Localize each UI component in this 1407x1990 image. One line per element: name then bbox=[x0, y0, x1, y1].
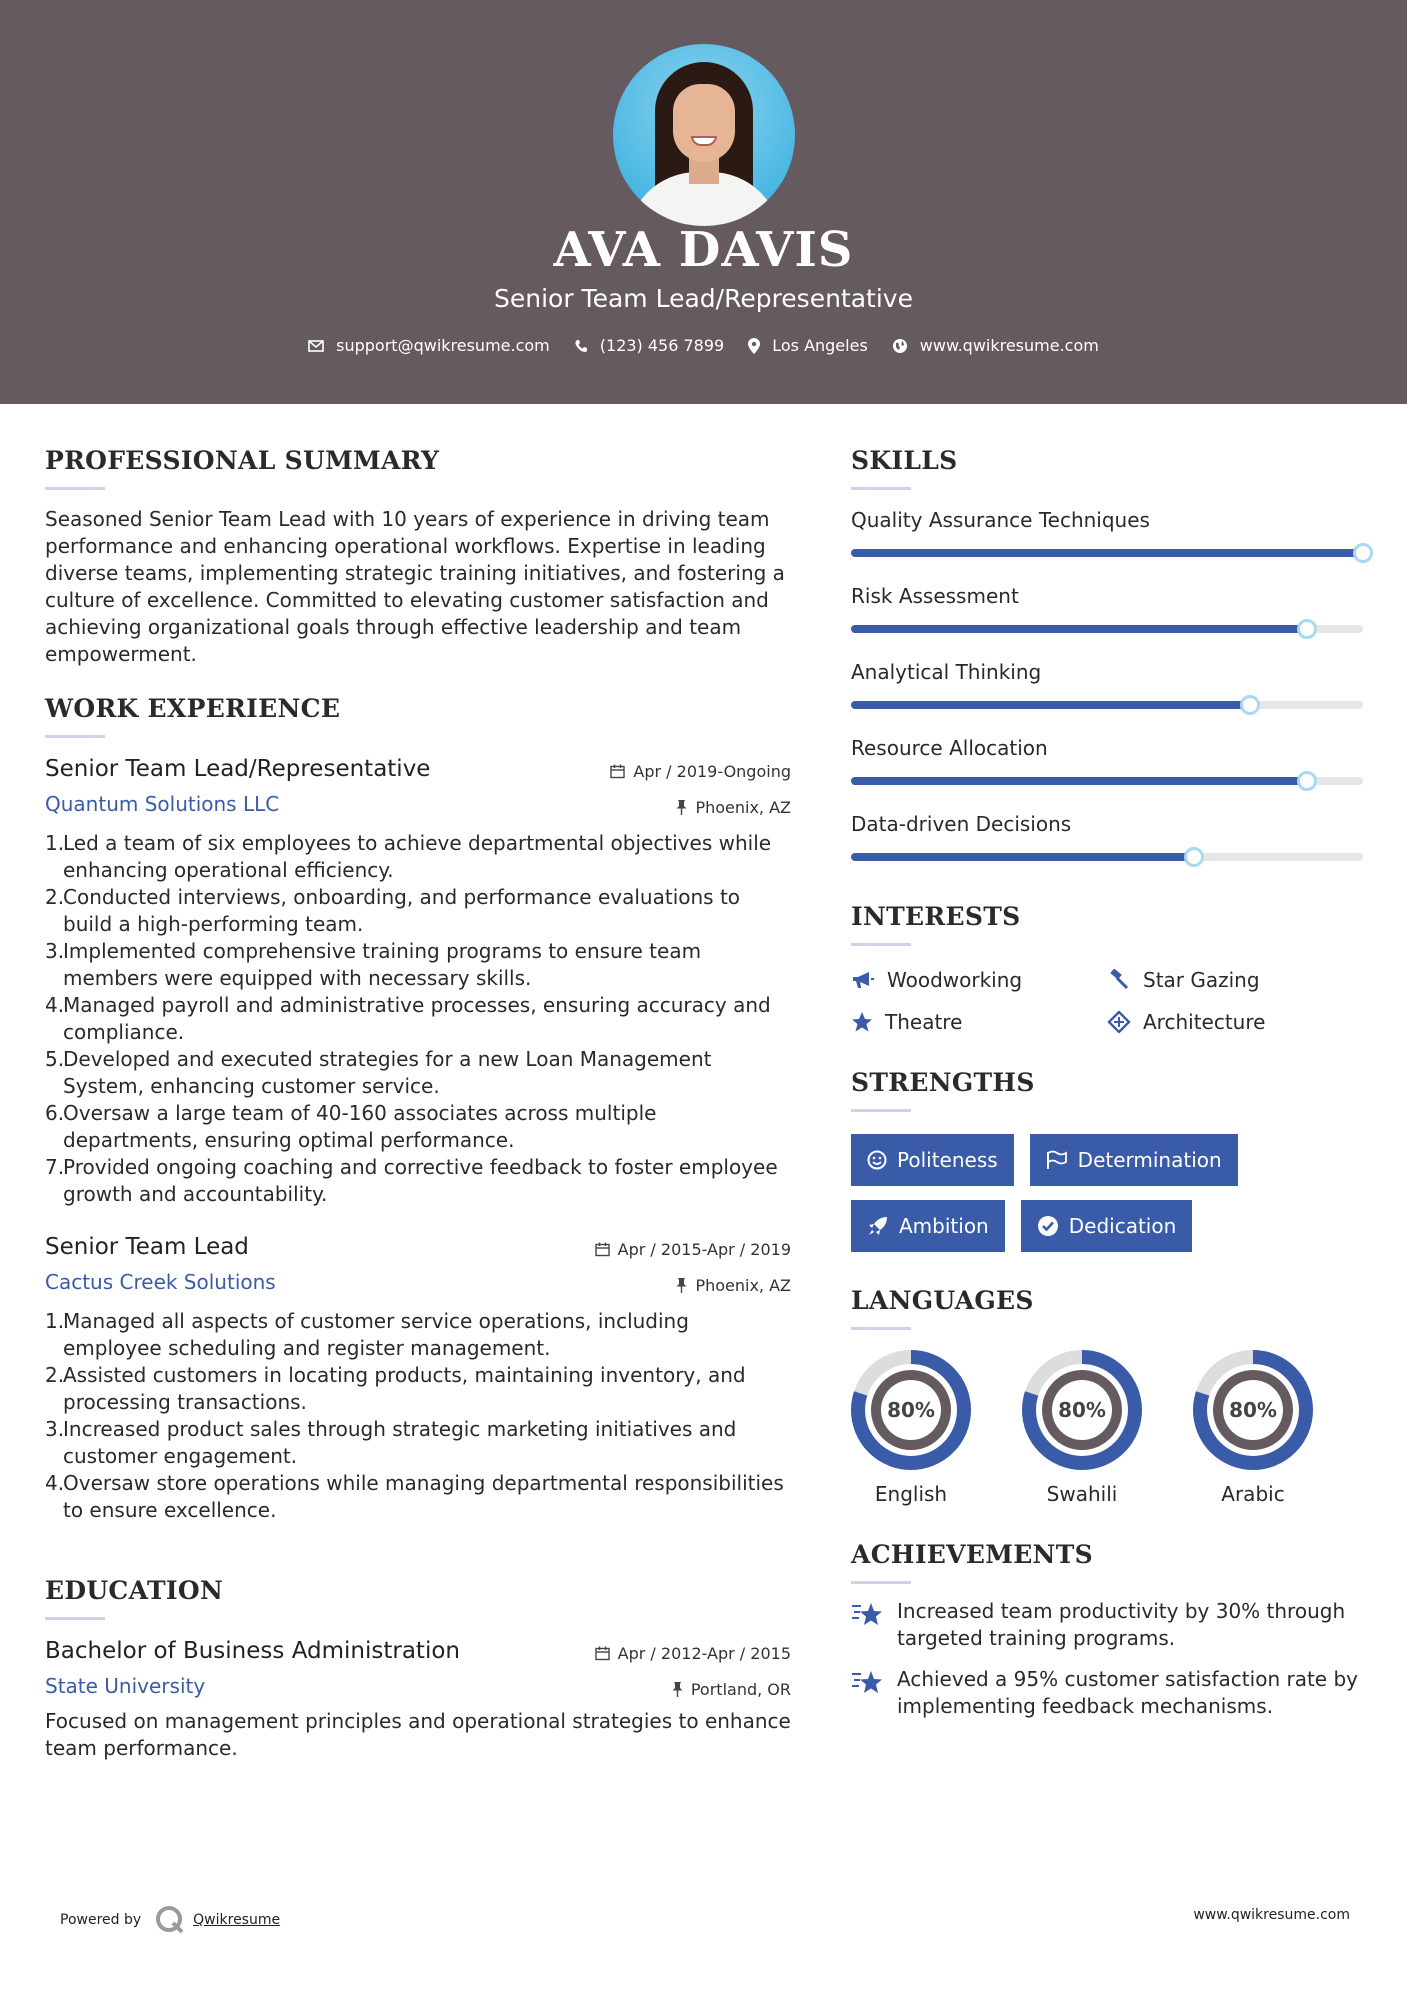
profile-photo bbox=[613, 44, 795, 226]
contact-phone[interactable] bbox=[574, 336, 724, 355]
achievements-heading: ACHIEVEMENTS bbox=[851, 1540, 1093, 1569]
resume-header bbox=[0, 0, 1407, 404]
skill-name: Risk Assessment bbox=[851, 584, 1019, 608]
section-divider bbox=[851, 1327, 911, 1330]
list-item: 1. Managed all aspects of customer service operations, including employee scheduling and register management. bbox=[45, 1309, 689, 1360]
page-footer bbox=[60, 1895, 1350, 1935]
job-date-text: Apr / 2019-Ongoing bbox=[633, 762, 791, 781]
megaphone-icon bbox=[851, 970, 875, 990]
skill-name: Quality Assurance Techniques bbox=[851, 508, 1150, 532]
pushpin-icon bbox=[676, 1278, 687, 1293]
job-location-text: Phoenix, AZ bbox=[695, 798, 791, 817]
skill-fill bbox=[851, 777, 1307, 785]
skill-knob bbox=[1297, 619, 1317, 639]
education-location-text: Portland, OR bbox=[690, 1680, 791, 1699]
list-item: 2. Assisted customers in locating products, maintaining inventory, and processing transactions. bbox=[45, 1363, 746, 1414]
brand-link[interactable]: Qwikresume bbox=[193, 1912, 281, 1928]
skills-list bbox=[851, 508, 1366, 888]
language-name: English bbox=[874, 1482, 948, 1506]
contact-website[interactable] bbox=[892, 336, 1099, 355]
right-column bbox=[851, 446, 1366, 1720]
achievement-item bbox=[851, 1598, 1366, 1652]
job-bullets bbox=[45, 830, 791, 1208]
job-entry-2 bbox=[45, 1234, 791, 1524]
interest-item bbox=[851, 1010, 1107, 1034]
language-item bbox=[1193, 1350, 1313, 1506]
skill-item bbox=[851, 584, 1366, 660]
globe-icon bbox=[892, 338, 908, 354]
section-divider bbox=[851, 1109, 911, 1112]
calendar-icon bbox=[610, 764, 625, 779]
strength-label: Politeness bbox=[897, 1148, 998, 1172]
language-item bbox=[1022, 1350, 1142, 1506]
pushpin-icon bbox=[676, 800, 687, 815]
skill-item bbox=[851, 812, 1366, 888]
smile-icon bbox=[867, 1150, 887, 1170]
job-location bbox=[676, 1276, 791, 1295]
language-item bbox=[851, 1350, 971, 1506]
candidate-title: Senior Team Lead/Representative bbox=[494, 284, 913, 313]
strength-label: Ambition bbox=[899, 1214, 989, 1238]
strength-badge bbox=[1030, 1134, 1238, 1186]
list-item: 5. Developed and executed strategies for a new Loan Management System, enhancing customer service. bbox=[45, 1047, 712, 1098]
list-item: 6. Oversaw a large team of 40-160 associates across multiple departments, ensuring optimal performance. bbox=[45, 1101, 657, 1152]
check-circle-icon bbox=[1037, 1215, 1059, 1237]
rocket-icon bbox=[867, 1215, 889, 1237]
strength-badge bbox=[851, 1200, 1005, 1252]
language-donut bbox=[851, 1350, 971, 1470]
skill-item bbox=[851, 660, 1366, 736]
skill-fill bbox=[851, 701, 1250, 709]
interest-label: Star Gazing bbox=[1143, 968, 1260, 992]
envelope-icon bbox=[308, 339, 324, 353]
skill-knob bbox=[1353, 543, 1373, 563]
education-date-text: Apr / 2012-Apr / 2015 bbox=[617, 1644, 791, 1663]
contact-email[interactable] bbox=[308, 336, 550, 355]
job-location-text: Phoenix, AZ bbox=[695, 1276, 791, 1295]
skill-item bbox=[851, 736, 1366, 812]
section-divider bbox=[45, 1617, 105, 1620]
skill-knob bbox=[1184, 847, 1204, 867]
strength-label: Determination bbox=[1077, 1148, 1222, 1172]
interest-label: Woodworking bbox=[887, 968, 1023, 992]
skill-knob bbox=[1297, 771, 1317, 791]
achievement-text: Increased team productivity by 30% through targeted training programs. bbox=[897, 1599, 1346, 1650]
qwikresume-logo-icon bbox=[155, 1905, 185, 1935]
donut-percent-label: 80% bbox=[887, 1398, 935, 1422]
skills-heading: SKILLS bbox=[851, 446, 958, 475]
skill-name: Analytical Thinking bbox=[851, 660, 1042, 684]
candidate-name: AVA DAVIS bbox=[553, 222, 854, 278]
language-donut bbox=[1193, 1350, 1313, 1470]
powered-by-label: Powered by bbox=[60, 1912, 142, 1928]
list-item: 2. Conducted interviews, onboarding, and performance evaluations to build a high-performing team. bbox=[45, 885, 741, 936]
calendar-icon bbox=[595, 1646, 610, 1661]
list-item: 4. Managed payroll and administrative processes, ensuring accuracy and compliance. bbox=[45, 993, 771, 1044]
section-divider bbox=[45, 735, 105, 738]
skill-fill bbox=[851, 853, 1194, 861]
map-pin-icon bbox=[748, 338, 760, 354]
languages-list bbox=[851, 1350, 1366, 1506]
company-name[interactable]: Cactus Creek Solutions bbox=[45, 1270, 276, 1294]
tag-icon bbox=[1107, 1011, 1131, 1033]
strengths-list bbox=[851, 1134, 1366, 1266]
list-item: 7. Provided ongoing coaching and corrective feedback to foster employee growth and accountability. bbox=[45, 1155, 778, 1206]
donut-percent-label: 80% bbox=[1058, 1398, 1106, 1422]
skill-track bbox=[851, 625, 1363, 633]
school-name[interactable]: State University bbox=[45, 1674, 206, 1698]
skill-track bbox=[851, 549, 1363, 557]
achievement-text: Achieved a 95% customer satisfaction rate by implementing feedback mechanisms. bbox=[897, 1667, 1358, 1718]
powered-by bbox=[60, 1905, 280, 1935]
shooting-star-icon bbox=[851, 1600, 885, 1628]
language-donut bbox=[1022, 1350, 1142, 1470]
email-text: support@qwikresume.com bbox=[336, 336, 550, 355]
gavel-icon bbox=[1107, 969, 1131, 991]
flag-icon bbox=[1046, 1150, 1068, 1170]
language-name: Arabic bbox=[1221, 1482, 1285, 1506]
job-date bbox=[610, 762, 791, 781]
contact-bar bbox=[0, 336, 1407, 355]
phone-text: (123) 456 7899 bbox=[599, 336, 725, 355]
star-icon bbox=[851, 1011, 873, 1033]
interests-list bbox=[851, 968, 1366, 1034]
contact-location bbox=[748, 336, 868, 355]
donut-percent-label: 80% bbox=[1229, 1398, 1277, 1422]
education-entry bbox=[45, 1638, 791, 1762]
skill-name: Resource Allocation bbox=[851, 736, 1048, 760]
phone-icon bbox=[574, 339, 588, 353]
shooting-star-icon bbox=[851, 1668, 885, 1696]
skill-item bbox=[851, 508, 1366, 584]
job-date bbox=[595, 1240, 791, 1259]
skill-track bbox=[851, 853, 1363, 861]
skill-fill bbox=[851, 549, 1363, 557]
interest-item bbox=[851, 968, 1107, 992]
experience-heading: WORK EXPERIENCE bbox=[45, 694, 341, 723]
summary-heading: PROFESSIONAL SUMMARY bbox=[45, 446, 440, 475]
interests-heading: INTERESTS bbox=[851, 902, 1021, 931]
job-title: Senior Team Lead/Representative bbox=[45, 756, 431, 782]
section-divider bbox=[851, 1581, 911, 1584]
achievements-list bbox=[851, 1598, 1366, 1720]
company-name[interactable]: Quantum Solutions LLC bbox=[45, 792, 280, 816]
strengths-heading: STRENGTHS bbox=[851, 1068, 1035, 1097]
pushpin-icon bbox=[672, 1682, 683, 1697]
summary-text: Seasoned Senior Team Lead with 10 years of experience in driving team performance and enhancing operational workflows. Expertise in leading diverse teams, implementing strategic training initiatives, and fostering a culture of excellence. Committed to elevating customer satisfaction and achieving organizational goals through effective leadership and team empowerment. bbox=[45, 507, 785, 666]
job-date-text: Apr / 2015-Apr / 2019 bbox=[617, 1240, 791, 1259]
interest-item bbox=[1107, 968, 1363, 992]
section-divider bbox=[45, 487, 105, 490]
website-text: www.qwikresume.com bbox=[919, 336, 1099, 355]
job-title: Senior Team Lead bbox=[45, 1234, 249, 1260]
location-text: Los Angeles bbox=[772, 336, 868, 355]
section-divider bbox=[851, 487, 911, 490]
job-bullets bbox=[45, 1308, 791, 1524]
education-description: Focused on management principles and operational strategies to enhance team performance. bbox=[45, 1709, 791, 1760]
job-entry-1 bbox=[45, 756, 791, 1208]
skill-knob bbox=[1240, 695, 1260, 715]
section-divider bbox=[851, 943, 911, 946]
strength-badge bbox=[1021, 1200, 1193, 1252]
education-date bbox=[595, 1644, 791, 1663]
skill-track bbox=[851, 777, 1363, 785]
interest-item bbox=[1107, 1010, 1363, 1034]
list-item: 3. Increased product sales through strategic marketing initiatives and customer engagement. bbox=[45, 1417, 737, 1468]
left-column bbox=[45, 446, 791, 1762]
footer-url[interactable]: www.qwikresume.com bbox=[1193, 1907, 1350, 1923]
interest-label: Theatre bbox=[885, 1010, 963, 1034]
list-item: 3. Implemented comprehensive training programs to ensure team members were equipped with necessary skills. bbox=[45, 939, 702, 990]
education-location bbox=[672, 1680, 791, 1699]
languages-heading: LANGUAGES bbox=[851, 1286, 1034, 1315]
degree-title: Bachelor of Business Administration bbox=[45, 1638, 460, 1664]
achievement-item bbox=[851, 1666, 1366, 1720]
list-item: 1. Led a team of six employees to achieve departmental objectives while enhancing operational efficiency. bbox=[45, 831, 772, 882]
strength-label: Dedication bbox=[1068, 1214, 1177, 1238]
language-name: Swahili bbox=[1046, 1482, 1118, 1506]
skill-name: Data-driven Decisions bbox=[851, 812, 1072, 836]
education-heading: EDUCATION bbox=[45, 1576, 224, 1605]
interest-label: Architecture bbox=[1143, 1010, 1266, 1034]
job-location bbox=[676, 798, 791, 817]
list-item: 4. Oversaw store operations while managing departmental responsibilities to ensure excellence. bbox=[45, 1471, 784, 1522]
strength-badge bbox=[851, 1134, 1014, 1186]
calendar-icon bbox=[595, 1242, 610, 1257]
skill-track bbox=[851, 701, 1363, 709]
skill-fill bbox=[851, 625, 1307, 633]
